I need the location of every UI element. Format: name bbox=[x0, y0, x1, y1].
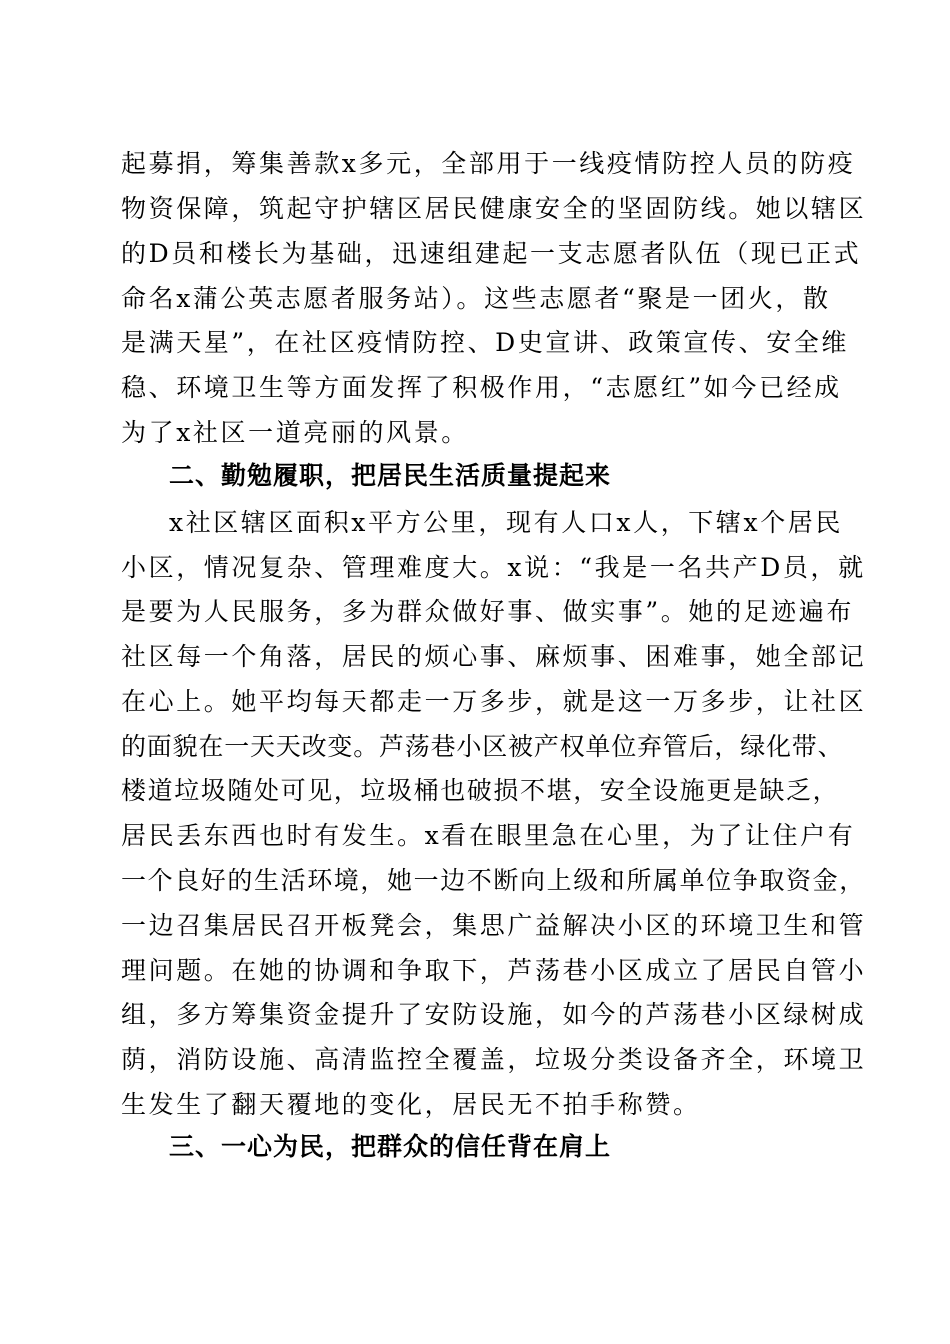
text-line: 生发生了翻天覆地的变化，居民无不拍手称赞。 bbox=[121, 1090, 701, 1119]
text-line: x社区辖区面积x平方公里，现有人口x人，下辖x个居民 bbox=[169, 508, 843, 537]
text-line: 起募捐，筹集善款x多元，全部用于一线疫情防控人员的防疫 bbox=[121, 149, 856, 178]
text-line: 社区每一个角落，居民的烦心事、麻烦事、困难事，她全部记 bbox=[121, 642, 867, 671]
text-line: 楼道垃圾随处可见，垃圾桶也破损不堪，安全设施更是缺乏， bbox=[121, 776, 840, 805]
text-line: 命名x蒲公英志愿者服务站）。这些志愿者“聚是一团火，散 bbox=[121, 284, 831, 313]
text-line: 的D员和楼长为基础，迅速组建起一支志愿者队伍（现已正式 bbox=[121, 239, 862, 268]
text-line: 为了x社区一道亮丽的风景。 bbox=[121, 418, 469, 447]
section-heading-2: 二、勤勉履职，把居民生活质量提起来 bbox=[169, 461, 612, 490]
text-line: 是要为人民服务，多为群众做好事、做实事”。她的足迹遍布 bbox=[121, 597, 854, 626]
text-line: 一边召集居民召开板凳会，集思广益解决小区的环境卫生和管 bbox=[121, 911, 867, 940]
text-line: 居民丢东西也时有发生。x看在眼里急在心里，为了让住户有 bbox=[121, 821, 856, 850]
text-line: 一个良好的生活环境，她一边不断向上级和所属单位争取资金， bbox=[121, 866, 866, 895]
text-line: 是满天星”，在社区疫情防控、D史宣讲、政策宣传、安全维 bbox=[121, 328, 850, 357]
text-line: 小区，情况复杂、管理难度大。x说：“我是一名共产D员，就 bbox=[121, 553, 866, 582]
text-line: 理问题。在她的协调和争取下，芦荡巷小区成立了居民自管小 bbox=[121, 956, 867, 985]
text-line: 的面貌在一天天改变。芦荡巷小区被产权单位弃管后，绿化带、 bbox=[121, 732, 844, 761]
text-line: 组，多方筹集资金提升了安防设施，如今的芦荡巷小区绿树成 bbox=[121, 1000, 867, 1029]
text-line: 在心上。她平均每天都走一万多步，就是这一万多步，让社区 bbox=[121, 687, 867, 716]
text-line: 物资保障，筑起守护辖区居民健康安全的坚固防线。她以辖区 bbox=[121, 194, 867, 223]
text-line: 稳、环境卫生等方面发挥了积极作用，“志愿红”如今已经成 bbox=[121, 373, 842, 402]
text-line: 荫，消防设施、高清监控全覆盖，垃圾分类设备齐全，环境卫 bbox=[121, 1045, 867, 1074]
section-heading-3: 三、一心为民，把群众的信任背在肩上 bbox=[169, 1132, 612, 1161]
